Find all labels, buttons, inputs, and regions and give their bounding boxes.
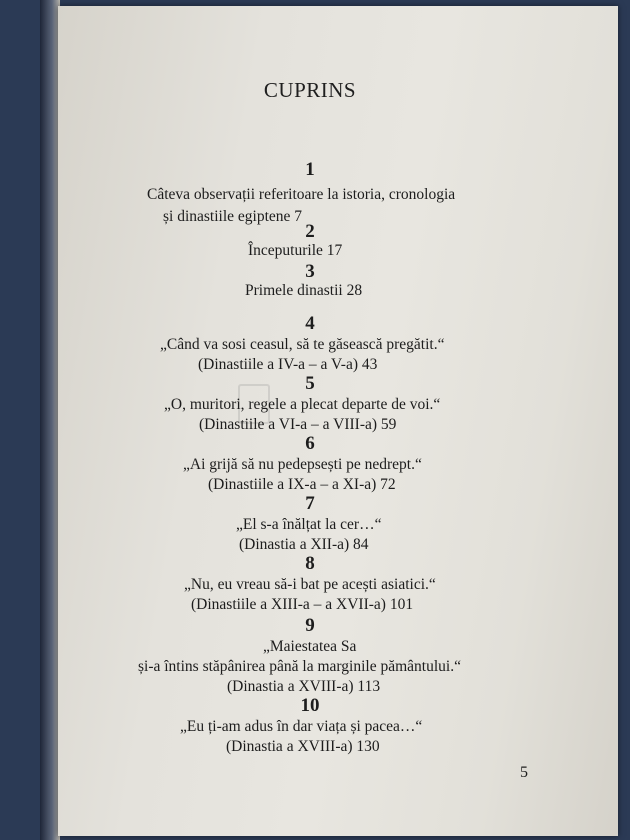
chapter-title-line: Începuturile 17 [248, 242, 343, 259]
chapter-number: 9 [305, 615, 315, 636]
chapter-title-line: și-a întins stăpânirea până la marginile pământului.“ [138, 658, 461, 675]
chapter-title-line: (Dinastiile a XIII-a – a XVII-a) 101 [191, 596, 414, 613]
chapter-title-line: „Maiestatea Sa [263, 638, 357, 655]
chapter-number: 6 [305, 433, 315, 454]
chapter-number: 7 [305, 493, 315, 514]
chapter-title-line: „Eu ți-am adus în dar viața și pacea…“ [180, 718, 423, 735]
chapter-title-line: Primele dinastii 28 [245, 282, 363, 299]
chapter-title-line: Câteva observații referitoare la istoria, cronologia [147, 186, 456, 203]
chapter-number: 8 [305, 553, 315, 574]
chapter-title-line: (Dinastia a XVIII-a) 130 [226, 738, 380, 755]
chapter-number: 4 [305, 313, 315, 334]
chapter-title-line: (Dinastiile a VI-a – a VIII-a) 59 [199, 416, 397, 433]
chapter-number: 2 [305, 221, 315, 242]
chapter-title-line: „O, muritori, regele a plecat departe de voi.“ [164, 396, 441, 413]
chapter-number: 3 [305, 261, 315, 282]
chapter-title-line: (Dinastiile a IV-a – a V-a) 43 [198, 356, 378, 373]
chapter-title-line: (Dinastiile a IX-a – a XI-a) 72 [208, 476, 396, 493]
chapter-title-line: (Dinastia a XII-a) 84 [239, 536, 369, 553]
chapter-title-line: „Când va sosi ceasul, să te găsească pregătit.“ [160, 336, 445, 353]
chapter-title-line: și dinastiile egiptene 7 [163, 208, 303, 225]
chapter-title-line: „Nu, eu vreau să-i bat pe acești asiatici.“ [184, 576, 436, 593]
chapter-number: 5 [305, 373, 315, 394]
page-number: 5 [520, 764, 528, 781]
chapter-title-line: „Ai grijă să nu pedepsești pe nedrept.“ [183, 456, 422, 473]
chapter-title-line: „El s-a înălțat la cer…“ [236, 516, 382, 533]
chapter-number: 10 [300, 695, 320, 716]
chapter-number: 1 [305, 159, 315, 180]
chapter-title-line: (Dinastia a XVIII-a) 113 [227, 678, 381, 695]
page-title: CUPRINS [263, 78, 357, 102]
